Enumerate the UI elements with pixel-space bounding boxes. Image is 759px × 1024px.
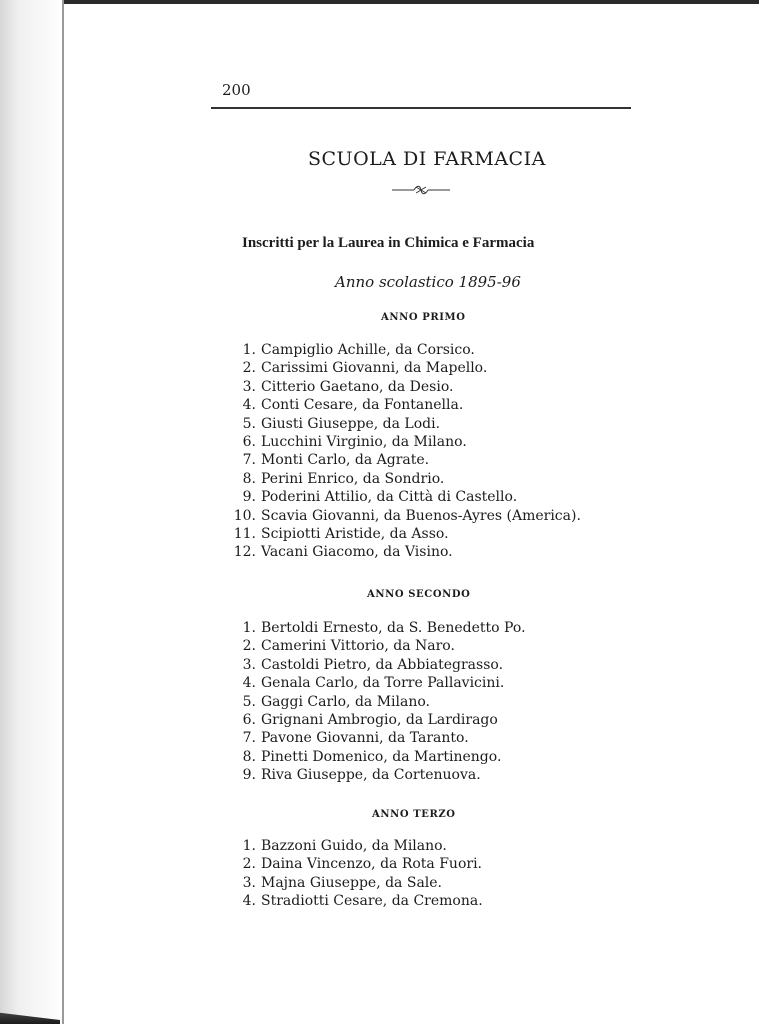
list-item — [225, 415, 581, 433]
header-rule — [211, 107, 631, 109]
entry-number: 6. — [242, 711, 256, 728]
entry-text: Castoldi Pietro, da Abbiategrasso. — [261, 656, 504, 673]
list-item — [225, 766, 526, 784]
entry-text: Monti Carlo, da Agrate. — [261, 452, 430, 469]
list-item — [225, 748, 526, 766]
entry-number: 2. — [242, 856, 256, 873]
list-item — [225, 656, 526, 674]
entry-number: 3. — [242, 378, 256, 395]
section-heading-anno-primo: ANNO PRIMO — [381, 312, 466, 323]
entry-number: 7. — [242, 452, 256, 469]
entry-text: Riva Giuseppe, da Cortenuova. — [261, 767, 481, 784]
list-item — [225, 837, 483, 855]
entry-number: 4. — [242, 893, 256, 910]
list-item — [225, 711, 526, 729]
binding-margin — [0, 0, 64, 1024]
entry-number: 8. — [242, 470, 256, 487]
list-item — [225, 874, 483, 892]
entry-number: 5. — [242, 693, 256, 710]
entry-text: Pinetti Domenico, da Martinengo. — [261, 748, 502, 765]
list-item — [225, 729, 526, 747]
academic-year: Anno scolastico 1895-96 — [335, 273, 521, 291]
entry-number: 1. — [242, 620, 256, 636]
entry-number: 4. — [242, 675, 256, 692]
list-item — [225, 619, 526, 637]
list-item — [225, 855, 483, 873]
entry-text: Grignani Ambrogio, da Lardirago — [261, 711, 498, 728]
student-list-anno-terzo — [225, 837, 483, 911]
entry-number: 11. — [233, 525, 256, 542]
entry-number: 4. — [242, 397, 256, 414]
list-item — [225, 396, 581, 414]
entry-text: Poderini Attilio, da Città di Castello. — [261, 489, 518, 506]
entry-text: Campiglio Achille, da Corsico. — [261, 342, 475, 358]
entry-number: 3. — [242, 656, 256, 673]
entry-number: 5. — [242, 415, 256, 432]
entry-text: Majna Giuseppe, da Sale. — [261, 874, 443, 891]
page-number: 200 — [222, 81, 251, 99]
list-item — [225, 470, 581, 488]
entry-text: Scavia Giovanni, da Buenos-Ayres (America). — [261, 507, 581, 524]
list-item — [225, 451, 581, 469]
list-item — [225, 433, 581, 451]
entry-text: Camerini Vittorio, da Naro. — [261, 638, 455, 655]
entry-text: Genala Carlo, da Torre Pallavicini. — [261, 675, 505, 692]
list-item — [225, 674, 526, 692]
entry-number: 1. — [242, 342, 256, 358]
page-title: SCUOLA DI FARMACIA — [308, 148, 546, 170]
entry-text: Citterio Gaetano, da Desio. — [261, 378, 454, 395]
entry-text: Stradiotti Cesare, da Cremona. — [261, 893, 483, 910]
entry-text: Giusti Giuseppe, da Lodi. — [261, 415, 441, 432]
entry-text: Pavone Giovanni, da Taranto. — [261, 730, 469, 747]
entry-text: Bazzoni Guido, da Milano. — [261, 838, 447, 854]
list-item — [225, 488, 581, 506]
subtitle: Inscritti per la Laurea in Chimica e Farmacia — [242, 235, 535, 251]
entry-text: Perini Enrico, da Sondrio. — [261, 470, 445, 487]
ornament-divider-icon — [392, 183, 450, 197]
entry-number: 7. — [242, 730, 256, 747]
entry-number: 6. — [242, 433, 256, 450]
list-item — [225, 637, 526, 655]
entry-number: 9. — [242, 767, 256, 784]
entry-number: 8. — [242, 748, 256, 765]
list-item — [225, 693, 526, 711]
binding-spine-line — [62, 0, 64, 1024]
section-heading-anno-terzo: ANNO TERZO — [372, 809, 456, 820]
entry-text: Lucchini Virginio, da Milano. — [261, 433, 467, 450]
list-item — [225, 359, 581, 377]
list-item — [225, 507, 581, 525]
entry-number: 1. — [242, 838, 256, 854]
list-item — [225, 525, 581, 543]
section-heading-anno-secondo: ANNO SECONDO — [367, 589, 471, 600]
student-list-anno-primo — [225, 341, 581, 562]
entry-text: Conti Cesare, da Fontanella. — [261, 397, 464, 414]
list-item — [225, 892, 483, 910]
entry-text: Daina Vincenzo, da Rota Fuori. — [261, 856, 482, 873]
entry-text: Vacani Giacomo, da Visino. — [261, 544, 453, 561]
list-item — [225, 341, 581, 359]
entry-number: 12. — [233, 544, 256, 561]
entry-text: Carissimi Giovanni, da Mapello. — [261, 360, 488, 377]
list-item — [225, 378, 581, 396]
entry-text: Scipiotti Aristide, da Asso. — [261, 525, 449, 542]
list-item — [225, 543, 581, 561]
entry-number: 2. — [242, 638, 256, 655]
entry-number: 3. — [242, 874, 256, 891]
student-list-anno-secondo — [225, 619, 526, 785]
entry-text: Bertoldi Ernesto, da S. Benedetto Po. — [261, 620, 526, 636]
page-top-edge — [0, 0, 759, 4]
entry-number: 9. — [242, 489, 256, 506]
entry-number: 2. — [242, 360, 256, 377]
entry-text: Gaggi Carlo, da Milano. — [261, 693, 430, 710]
entry-number: 10. — [233, 507, 256, 524]
